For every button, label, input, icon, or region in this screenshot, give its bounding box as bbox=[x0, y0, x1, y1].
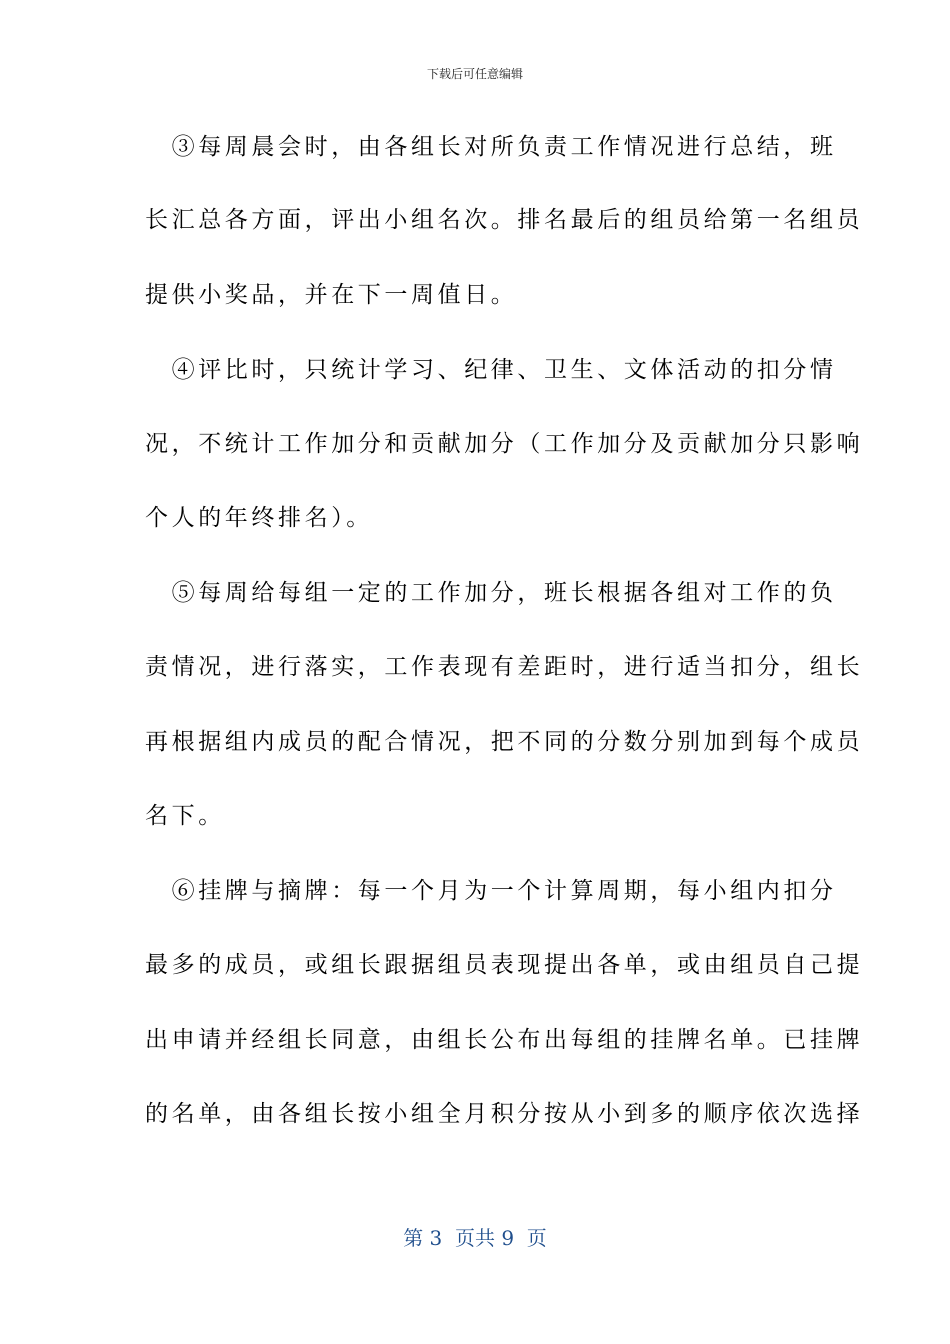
body-text-line-6: 个人的年终排名）。 bbox=[145, 505, 373, 531]
body-text-line-2: 长汇总各方面，评出小组名次。排名最后的组员给第一名组员 bbox=[145, 207, 864, 233]
body-text-line-13: 出申请并经组长同意，由组长公布出每组的挂牌名单。已挂牌 bbox=[145, 1027, 864, 1053]
body-text-line-7: ⑤每周给每组一定的工作加分，班长根据各组对工作的负 bbox=[145, 580, 837, 606]
body-text-line-12: 最多的成员，或组长跟据组员表现提出各单，或由组员自己提 bbox=[145, 952, 864, 978]
body-text-line-3: 提供小奖品，并在下一周值日。 bbox=[145, 282, 518, 308]
body-text-line-4: ④评比时，只统计学习、纪律、卫生、文体活动的扣分情 bbox=[145, 357, 837, 383]
page-number-footer: 第 3 页共 9 页 bbox=[403, 1226, 547, 1250]
body-text-line-10: 名下。 bbox=[145, 803, 225, 829]
body-text-line-5: 况，不统计工作加分和贡献加分（工作加分及贡献加分只影响 bbox=[145, 431, 864, 457]
page-header: 下载后可任意编辑 bbox=[426, 67, 523, 81]
body-text-line-11: ⑥挂牌与摘牌：每一个月为一个计算周期，每小组内扣分 bbox=[145, 878, 837, 904]
body-text-line-14: 的名单，由各组长按小组全月积分按从小到多的顺序依次选择 bbox=[145, 1101, 864, 1127]
body-text-line-8: 责情况，进行落实，工作表现有差距时，进行适当扣分，组长 bbox=[145, 654, 864, 680]
body-text-line-1: ③每周晨会时，由各组长对所负责工作情况进行总结，班 bbox=[145, 134, 837, 160]
body-text-line-9: 再根据组内成员的配合情况，把不同的分数分别加到每个成员 bbox=[145, 729, 864, 755]
